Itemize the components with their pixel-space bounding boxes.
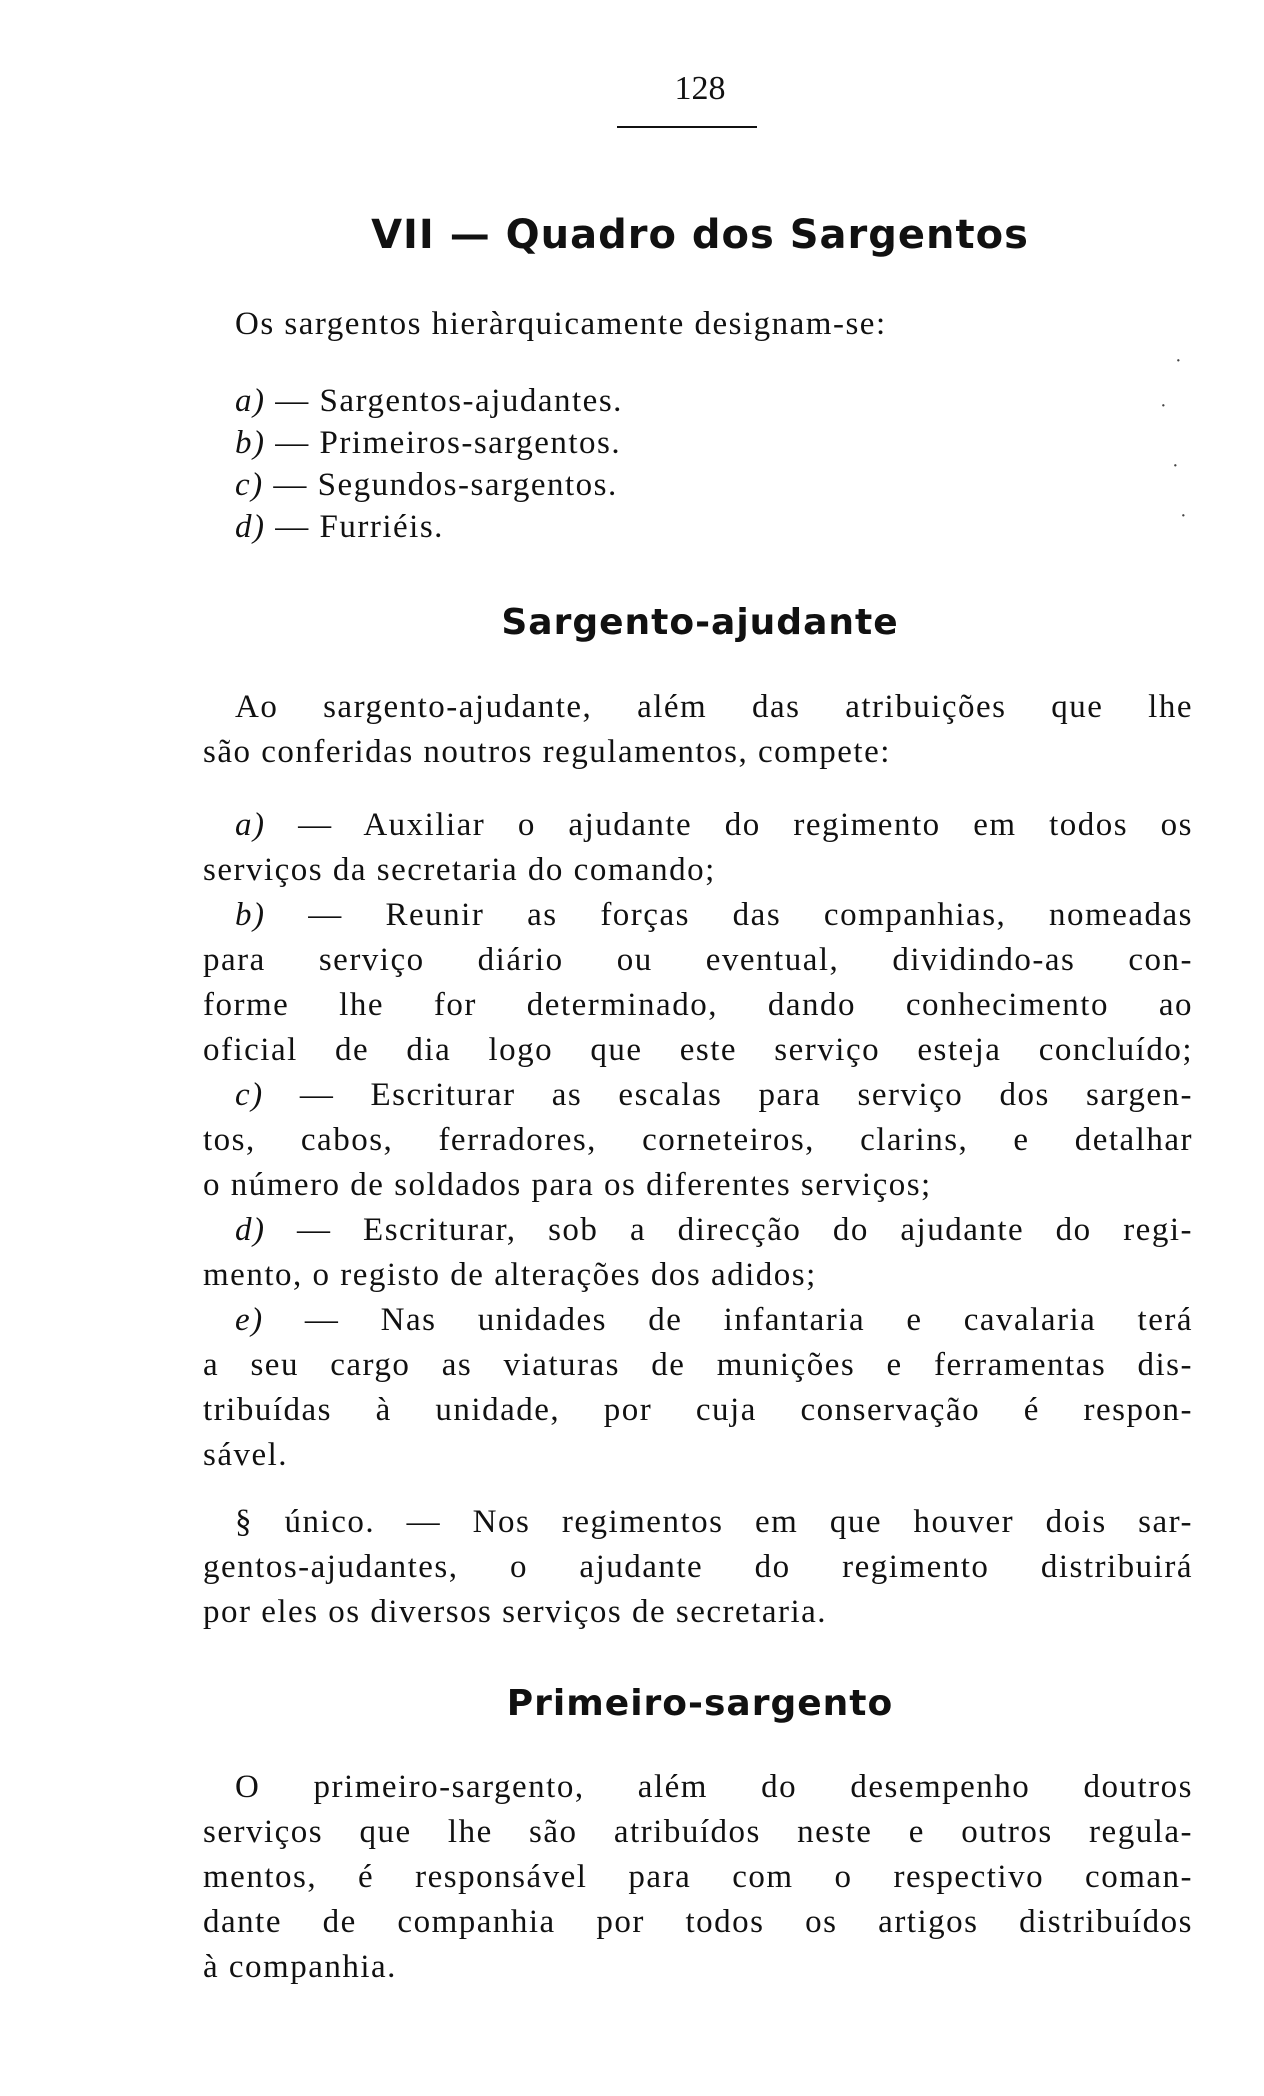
page-number: 128 — [674, 70, 726, 107]
text-line: para serviço diário ou eventual, dividindo-as con- — [203, 942, 1193, 978]
scan-speck: · — [1160, 395, 1167, 417]
rank-item — [203, 464, 1193, 506]
text-line: § único. — Nos regimentos em que houver dois sar- — [235, 1504, 1193, 1540]
text-line: oficial de dia logo que este serviço esteja concluído; — [203, 1032, 1193, 1068]
rank-item — [203, 422, 1193, 464]
sargento-ajudante-title: Sargento-ajudante — [501, 602, 899, 643]
rank-item — [203, 380, 1193, 422]
text-line: mentos, é responsável para com o respectivo coman- — [203, 1859, 1193, 1895]
duty-text: — Reunir as forças das companhias, nomeadas — [265, 897, 1193, 933]
rank-label: c) — [235, 467, 264, 503]
ranks-intro — [203, 302, 1193, 347]
duty-label: a) — [235, 807, 266, 843]
rank-label: a) — [235, 383, 266, 419]
duty-label: c) — [235, 1077, 264, 1113]
duty-label: e) — [235, 1302, 264, 1338]
text-line: são conferidas noutros regulamentos, compete: — [203, 734, 891, 770]
duty-label: d) — [235, 1212, 266, 1248]
section-title: VII — Quadro dos Sargentos — [371, 212, 1029, 258]
rank-text: — Furriéis. — [265, 509, 444, 545]
duty-item-d — [203, 1208, 1193, 1253]
rank-label: d) — [235, 509, 266, 545]
duty-label: b) — [235, 897, 266, 933]
rank-text: — Segundos-sargentos. — [263, 467, 618, 503]
text-line: serviços da secretaria do comando; — [203, 852, 716, 888]
text-line: dante de companhia por todos os artigos distribuídos — [203, 1904, 1193, 1940]
text-line: sável. — [203, 1437, 289, 1473]
page-number-rule — [617, 126, 757, 128]
duty-item-a — [203, 803, 1193, 848]
text-line: o número de soldados para os diferentes serviços; — [203, 1167, 932, 1203]
duty-item-c — [203, 1073, 1193, 1118]
text-line: mento, o registo de alterações dos adidos; — [203, 1257, 817, 1293]
duty-text: — Escriturar, sob a direcção do ajudante do regi- — [265, 1212, 1193, 1248]
text-line: por eles os diversos serviços de secretaria. — [203, 1594, 828, 1630]
primeiro-sargento-paragraph — [203, 1765, 1193, 1990]
duty-text: — Nas unidades de infantaria e cavalaria terá — [263, 1302, 1193, 1338]
sargento-ajudante-intro — [203, 685, 1193, 775]
ranks-intro-line: Os sargentos hieràrquicamente designam-se: — [235, 306, 887, 342]
ranks-list — [203, 380, 1193, 548]
primeiro-sargento-title: Primeiro-sargento — [506, 1683, 894, 1724]
rank-item — [203, 506, 1193, 548]
text-line: Ao sargento-ajudante, além das atribuições que lhe — [235, 689, 1193, 725]
scan-speck: · — [1180, 505, 1187, 527]
duty-text: — Escriturar as escalas para serviço dos sargen- — [263, 1077, 1193, 1113]
text-line: tos, cabos, ferradores, corneteiros, clarins, e detalhar — [203, 1122, 1193, 1158]
sargento-ajudante-duties — [203, 803, 1193, 1478]
text-line: gentos-ajudantes, o ajudante do regimento distribuirá — [203, 1549, 1193, 1585]
text-line: forme lhe for determinado, dando conhecimento ao — [203, 987, 1193, 1023]
paragrafo-unico — [203, 1500, 1193, 1635]
scan-speck: · — [1175, 350, 1182, 372]
rank-text: — Primeiros-sargentos. — [265, 425, 622, 461]
rank-label: b) — [235, 425, 266, 461]
duty-item-e — [203, 1298, 1193, 1343]
text-line: a seu cargo as viaturas de munições e ferramentas dis- — [203, 1347, 1193, 1383]
duty-item-b — [203, 893, 1193, 938]
duty-text: — Auxiliar o ajudante do regimento em todos os — [265, 807, 1193, 843]
text-line: à companhia. — [203, 1949, 397, 1985]
rank-text: — Sargentos-ajudantes. — [265, 383, 623, 419]
scan-speck: · — [1172, 455, 1179, 477]
text-line: tribuídas à unidade, por cuja conservação é respon- — [203, 1392, 1193, 1428]
text-line: serviços que lhe são atribuídos neste e outros regula- — [203, 1814, 1193, 1850]
text-line: O primeiro-sargento, além do desempenho doutros — [235, 1769, 1193, 1805]
